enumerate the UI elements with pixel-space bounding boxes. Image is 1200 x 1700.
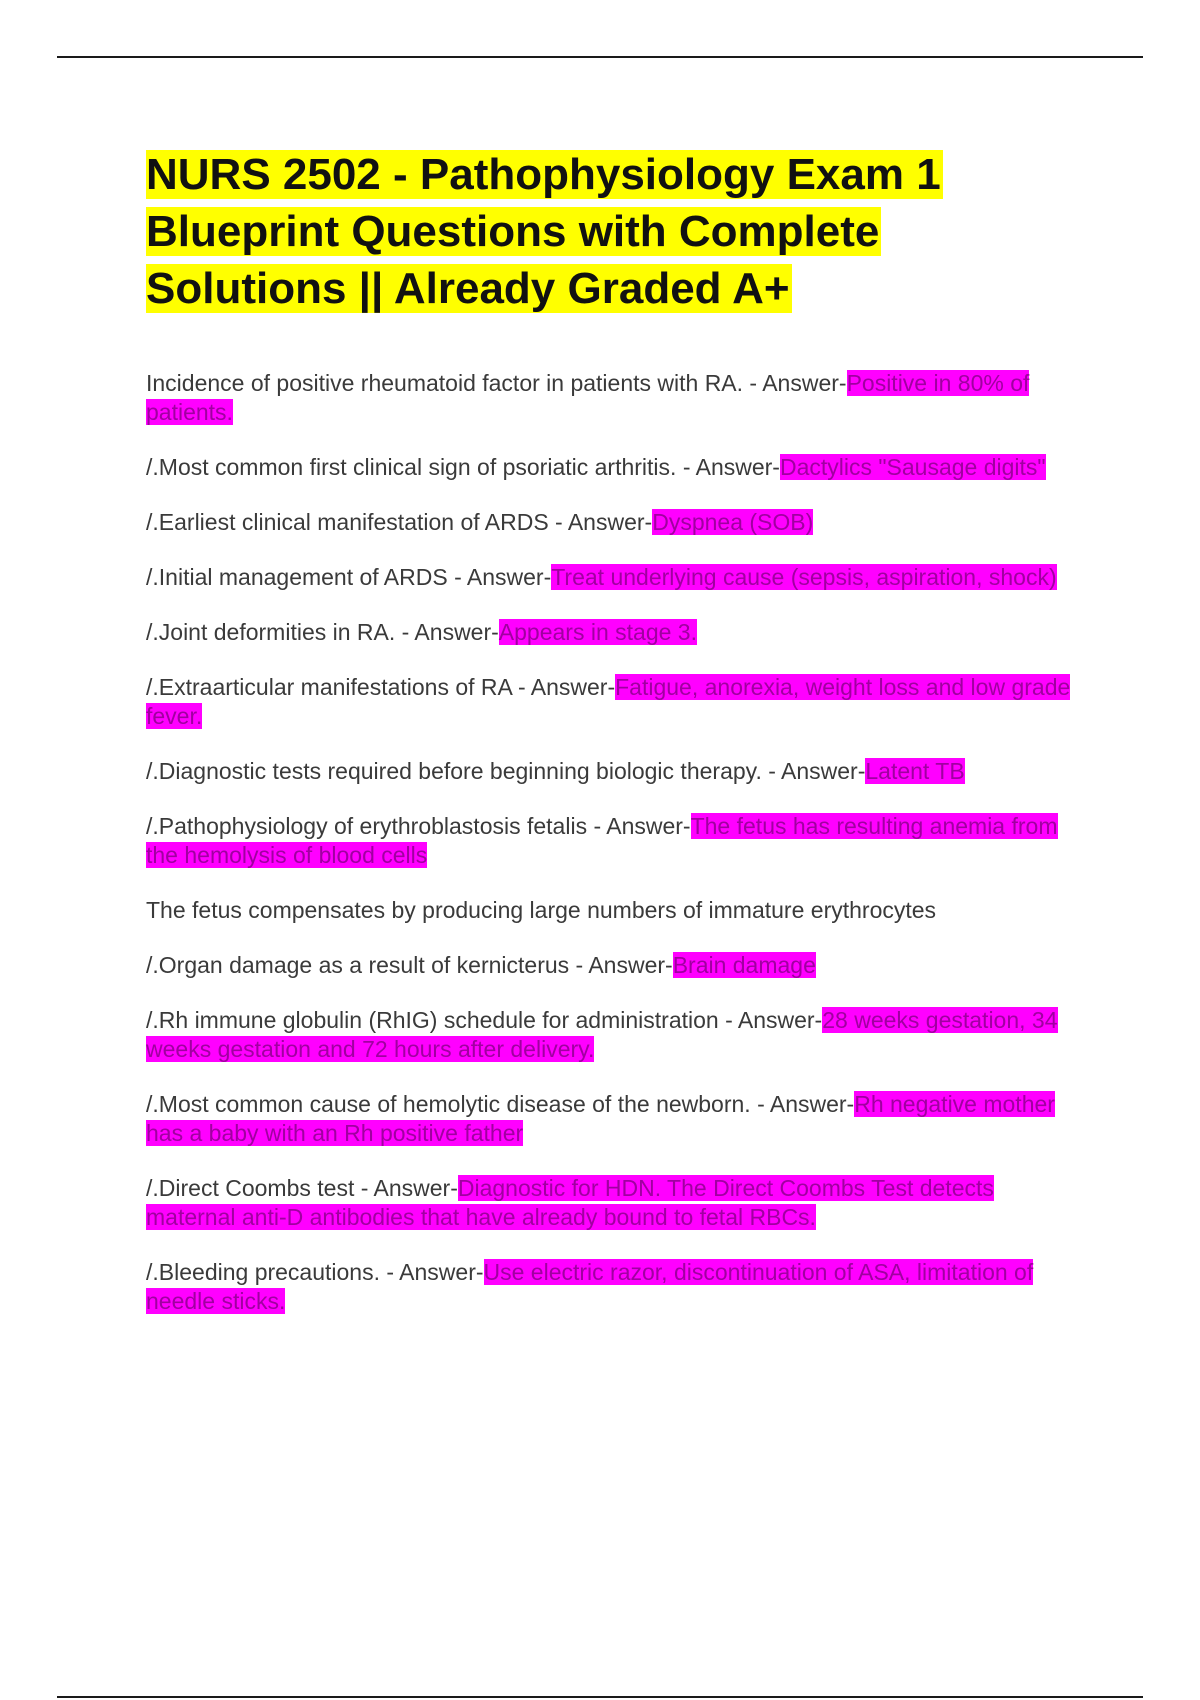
qa-item [146, 1174, 1086, 1232]
qa-answer: Treat underlying cause (sepsis, aspiration, shock) [551, 564, 1057, 590]
qa-item [146, 812, 1086, 870]
qa-item [146, 1090, 1086, 1148]
qa-question: /.Pathophysiology of erythroblastosis fetalis - Answer- [146, 813, 691, 839]
qa-answer: Diagnostic for HDN. The Direct Coombs Test detects maternal anti-D antibodies that have already bound to fetal RBCs. [146, 1175, 994, 1230]
qa-item [146, 757, 1086, 786]
qa-answer: Appears in stage 3. [498, 619, 697, 645]
qa-question: /.Most common first clinical sign of psoriatic arthritis. - Answer- [146, 454, 780, 480]
qa-list [146, 369, 1086, 1316]
qa-answer: Rh negative mother has a baby with an Rh positive father [146, 1091, 1055, 1146]
qa-answer: Dyspnea (SOB) [652, 509, 814, 535]
qa-question: /.Direct Coombs test - Answer- [146, 1175, 458, 1201]
qa-answer: The fetus has resulting anemia from the hemolysis of blood cells [146, 813, 1058, 868]
qa-item [146, 508, 1086, 537]
qa-item [146, 951, 1086, 980]
document-body [146, 146, 1086, 1342]
document-title [146, 146, 1046, 317]
document-title-text: NURS 2502 - Pathophysiology Exam 1 Blueprint Questions with Complete Solutions || Already Graded A+ [146, 150, 941, 313]
qa-question: /.Initial management of ARDS - Answer- [146, 564, 552, 590]
qa-question: /.Extraarticular manifestations of RA - Answer- [146, 674, 616, 700]
qa-answer: Brain damage [672, 952, 816, 978]
qa-question: /.Earliest clinical manifestation of ARDS - Answer- [146, 509, 653, 535]
qa-answer: Dactylics "Sausage digits" [779, 454, 1046, 480]
qa-question: /.Most common cause of hemolytic disease of the newborn. - Answer- [146, 1091, 855, 1117]
qa-note-text: The fetus compensates by producing large numbers of immature erythrocytes [146, 897, 937, 923]
qa-answer: 28 weeks gestation, 34 weeks gestation and 72 hours after delivery. [146, 1007, 1058, 1062]
qa-item [146, 453, 1086, 482]
qa-question: /.Rh immune globulin (RhIG) schedule for administration - Answer- [146, 1007, 823, 1033]
qa-item [146, 618, 1086, 647]
qa-answer: Positive in 80% of patients. [146, 370, 1030, 425]
qa-answer: Use electric razor, discontinuation of ASA, limitation of needle sticks. [146, 1259, 1034, 1314]
qa-answer: Latent TB [865, 758, 965, 784]
qa-question: /.Bleeding precautions. - Answer- [146, 1259, 484, 1285]
qa-item [146, 563, 1086, 592]
qa-question: /.Diagnostic tests required before beginning biologic therapy. - Answer- [146, 758, 866, 784]
qa-question: Incidence of positive rheumatoid factor in patients with RA. - Answer- [146, 370, 847, 396]
qa-item [146, 673, 1086, 731]
qa-item [146, 369, 1086, 427]
qa-item [146, 1006, 1086, 1064]
qa-question: /.Joint deformities in RA. - Answer- [146, 619, 499, 645]
bottom-rule [57, 1696, 1143, 1698]
qa-item [146, 1258, 1086, 1316]
qa-question: /.Organ damage as a result of kernicterus - Answer- [146, 952, 673, 978]
qa-note [146, 896, 1086, 925]
qa-answer: Fatigue, anorexia, weight loss and low grade fever. [146, 674, 1071, 729]
top-rule [57, 56, 1143, 58]
